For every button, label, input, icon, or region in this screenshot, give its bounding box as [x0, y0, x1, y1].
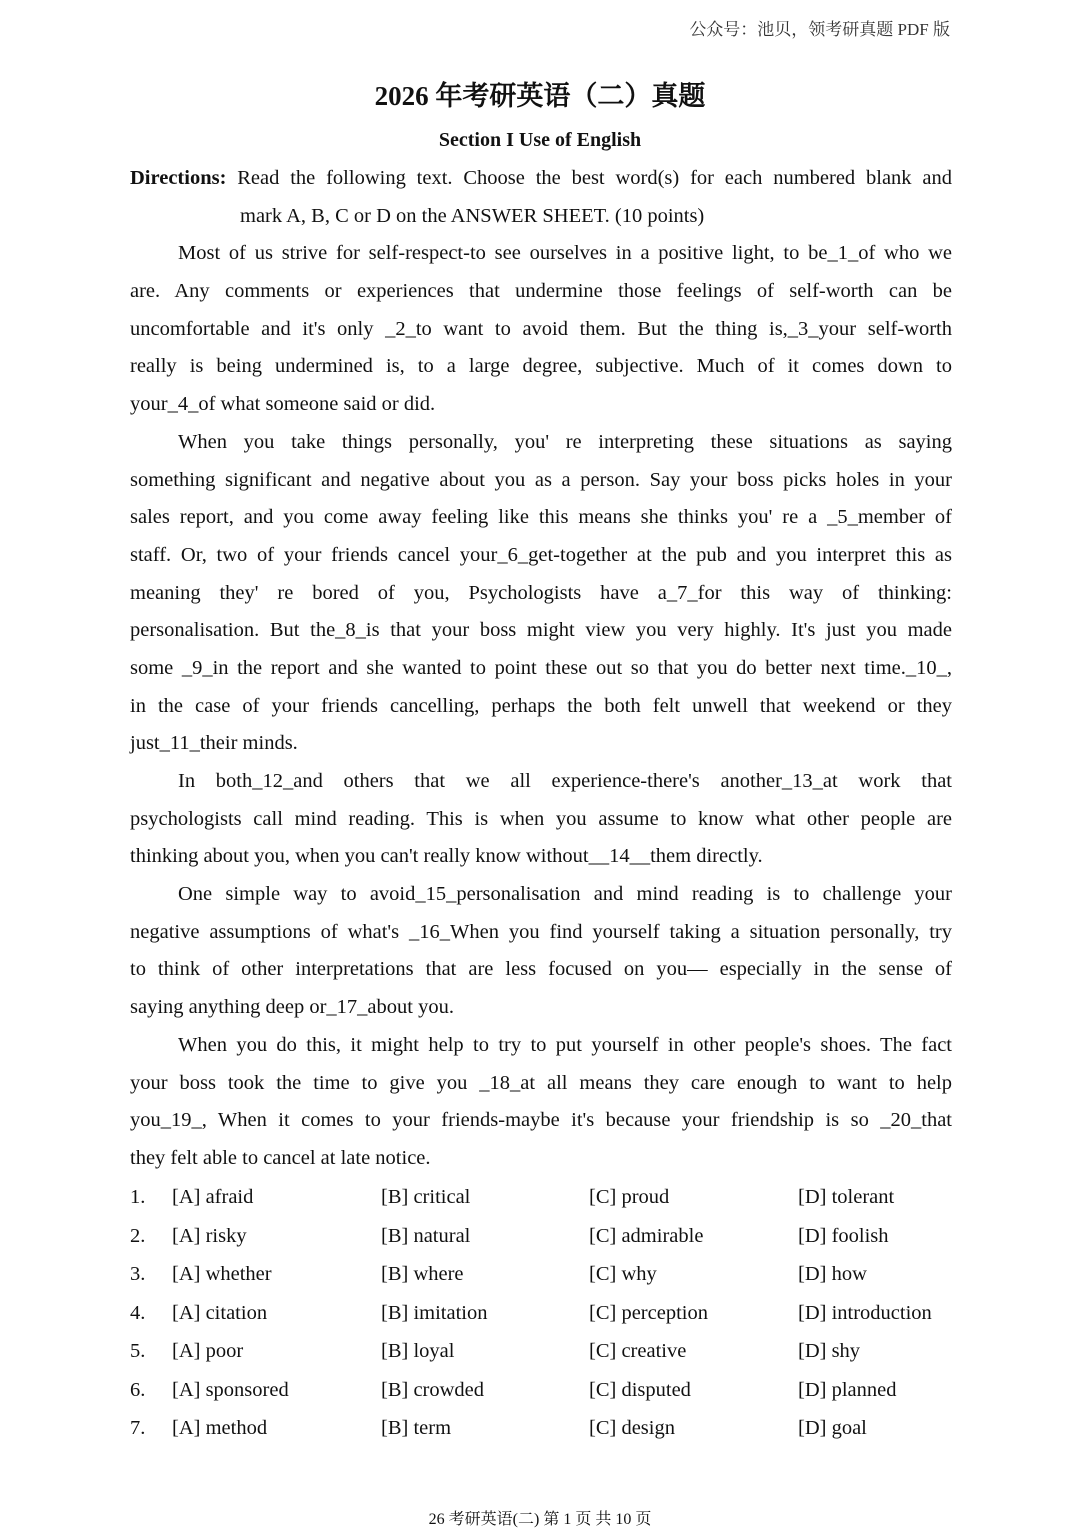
option-b: [B] critical — [381, 1186, 471, 1209]
option-d: [D] tolerant — [798, 1186, 895, 1209]
text-line: saying anything deep or_17_about you. — [130, 996, 454, 1019]
text-line: in the case of your friends cancelling, perhaps the both felt unwell that weekend or they — [130, 694, 952, 717]
passage — [130, 235, 952, 1177]
option-d: [D] planned — [798, 1378, 897, 1401]
question-number: 1. — [130, 1186, 146, 1209]
text-line: psychologists call mind reading. This is when you assume to know what other people are — [130, 807, 952, 830]
paragraph — [130, 1027, 952, 1178]
option-row — [130, 1294, 952, 1333]
text-line: In both_12_and others that we all experience-there's another_13_at work that — [178, 770, 952, 792]
question-number: 4. — [130, 1301, 146, 1324]
option-d: [D] shy — [798, 1340, 861, 1363]
text-line: personalisation. But the_8_is that your boss might view you very highly. It's just you made — [130, 619, 952, 642]
paragraph — [130, 876, 952, 1027]
option-row — [130, 1409, 952, 1448]
text-line: to think of other interpretations that are less focused on you— especially in the sense of — [130, 958, 952, 981]
option-d: [D] goal — [798, 1417, 867, 1440]
page-title: 2026 年考研英语（二）真题 — [374, 81, 706, 111]
option-a: [A] method — [172, 1417, 268, 1440]
option-a: [A] whether — [172, 1263, 272, 1286]
text-line: One simple way to avoid_15_personalisation and mind reading is to challenge your — [178, 883, 952, 906]
text-line: thinking about you, when you can't really know without__14__them directly. — [130, 845, 763, 868]
option-d: [D] introduction — [798, 1301, 932, 1324]
text-line: sales report, and you come away feeling like this means she thinks you' re a _5_member of — [130, 506, 952, 529]
option-c: [C] creative — [589, 1340, 687, 1363]
question-number: 3. — [130, 1263, 146, 1286]
option-row — [130, 1371, 952, 1410]
option-row — [130, 1332, 952, 1371]
watermark-header: 公众号：池贝，领考研真题 PDF 版 — [689, 20, 950, 39]
option-b: [B] loyal — [381, 1340, 455, 1363]
directions-label: Directions: — [130, 167, 227, 189]
question-number: 7. — [130, 1417, 146, 1440]
option-c: [C] proud — [589, 1186, 670, 1209]
text-line: just_11_their minds. — [130, 732, 298, 755]
option-b: [B] crowded — [381, 1378, 485, 1401]
paragraph — [130, 235, 952, 423]
text-line: some _9_in the report and she wanted to point these out so that you do better next time._10_, — [130, 656, 952, 679]
section-heading: Section I Use of English — [438, 129, 642, 151]
text-line: meaning they' re bored of you, Psychologists have a_7_for this way of thinking: — [130, 581, 952, 604]
text-line: When you take things personally, you' re interpreting these situations as saying — [178, 430, 952, 453]
text-line: staff. Or, two of your friends cancel your_6_get-together at the pub and you interpret this as — [130, 543, 952, 566]
text-line: are. Any comments or experiences that undermine those feelings of self-worth can be — [130, 280, 952, 303]
option-a: [A] poor — [172, 1340, 244, 1363]
text-line: your boss took the time to give you _18_at all means they care enough to want to help — [130, 1071, 952, 1094]
option-a: [A] risky — [172, 1224, 247, 1247]
question-number: 5. — [130, 1340, 146, 1363]
directions-line-2: mark A, B, C or D on the ANSWER SHEET. (10 points) — [240, 204, 705, 227]
option-b: [B] term — [381, 1417, 452, 1440]
text-line: they felt able to cancel at late notice. — [130, 1146, 431, 1169]
option-c: [C] design — [589, 1417, 675, 1440]
text-line: your_4_of what someone said or did. — [130, 393, 436, 416]
text-line: When you do this, it might help to try to put yourself in other people's shoes. The fact — [178, 1033, 952, 1056]
directions-text: Read the following text. Choose the best word(s) for each numbered blank and — [226, 167, 952, 189]
option-c: [C] admirable — [589, 1224, 704, 1247]
text-line: uncomfortable and it's only _2_to want to avoid them. But the thing is,_3_your self-worth — [130, 317, 952, 340]
directions-line-1 — [130, 160, 952, 198]
option-c: [C] why — [589, 1263, 657, 1286]
question-number: 6. — [130, 1378, 146, 1401]
option-a: [A] citation — [172, 1301, 268, 1324]
options-list — [130, 1178, 952, 1448]
option-a: [A] afraid — [172, 1186, 254, 1209]
text-line: really is being undermined is, to a large degree, subjective. Much of it comes down to — [130, 355, 952, 378]
question-number: 2. — [130, 1224, 146, 1247]
text-line: negative assumptions of what's _16_When you find yourself taking a situation personally, try — [130, 920, 952, 943]
option-b: [B] natural — [381, 1224, 471, 1247]
text-line: Most of us strive for self-respect-to see ourselves in a positive light, to be_1_of who we — [178, 242, 952, 265]
page-footer: 26 考研英语(二) 第 1 页 共 10 页 — [428, 1511, 652, 1528]
option-c: [C] disputed — [589, 1378, 691, 1401]
option-b: [B] imitation — [381, 1301, 488, 1324]
option-c: [C] perception — [589, 1301, 708, 1324]
document-body — [130, 160, 952, 1448]
option-d: [D] foolish — [798, 1224, 889, 1247]
option-a: [A] sponsored — [172, 1378, 289, 1401]
option-d: [D] how — [798, 1263, 867, 1286]
text-line: you_19_, When it comes to your friends-maybe it's because your friendship is so _20_that — [130, 1109, 952, 1132]
option-b: [B] where — [381, 1263, 464, 1286]
option-row — [130, 1178, 952, 1217]
option-row — [130, 1255, 952, 1294]
text-line: something significant and negative about you as a person. Say your boss picks holes in your — [130, 468, 952, 491]
option-row — [130, 1217, 952, 1256]
paragraph — [130, 424, 952, 763]
paragraph — [130, 763, 952, 876]
